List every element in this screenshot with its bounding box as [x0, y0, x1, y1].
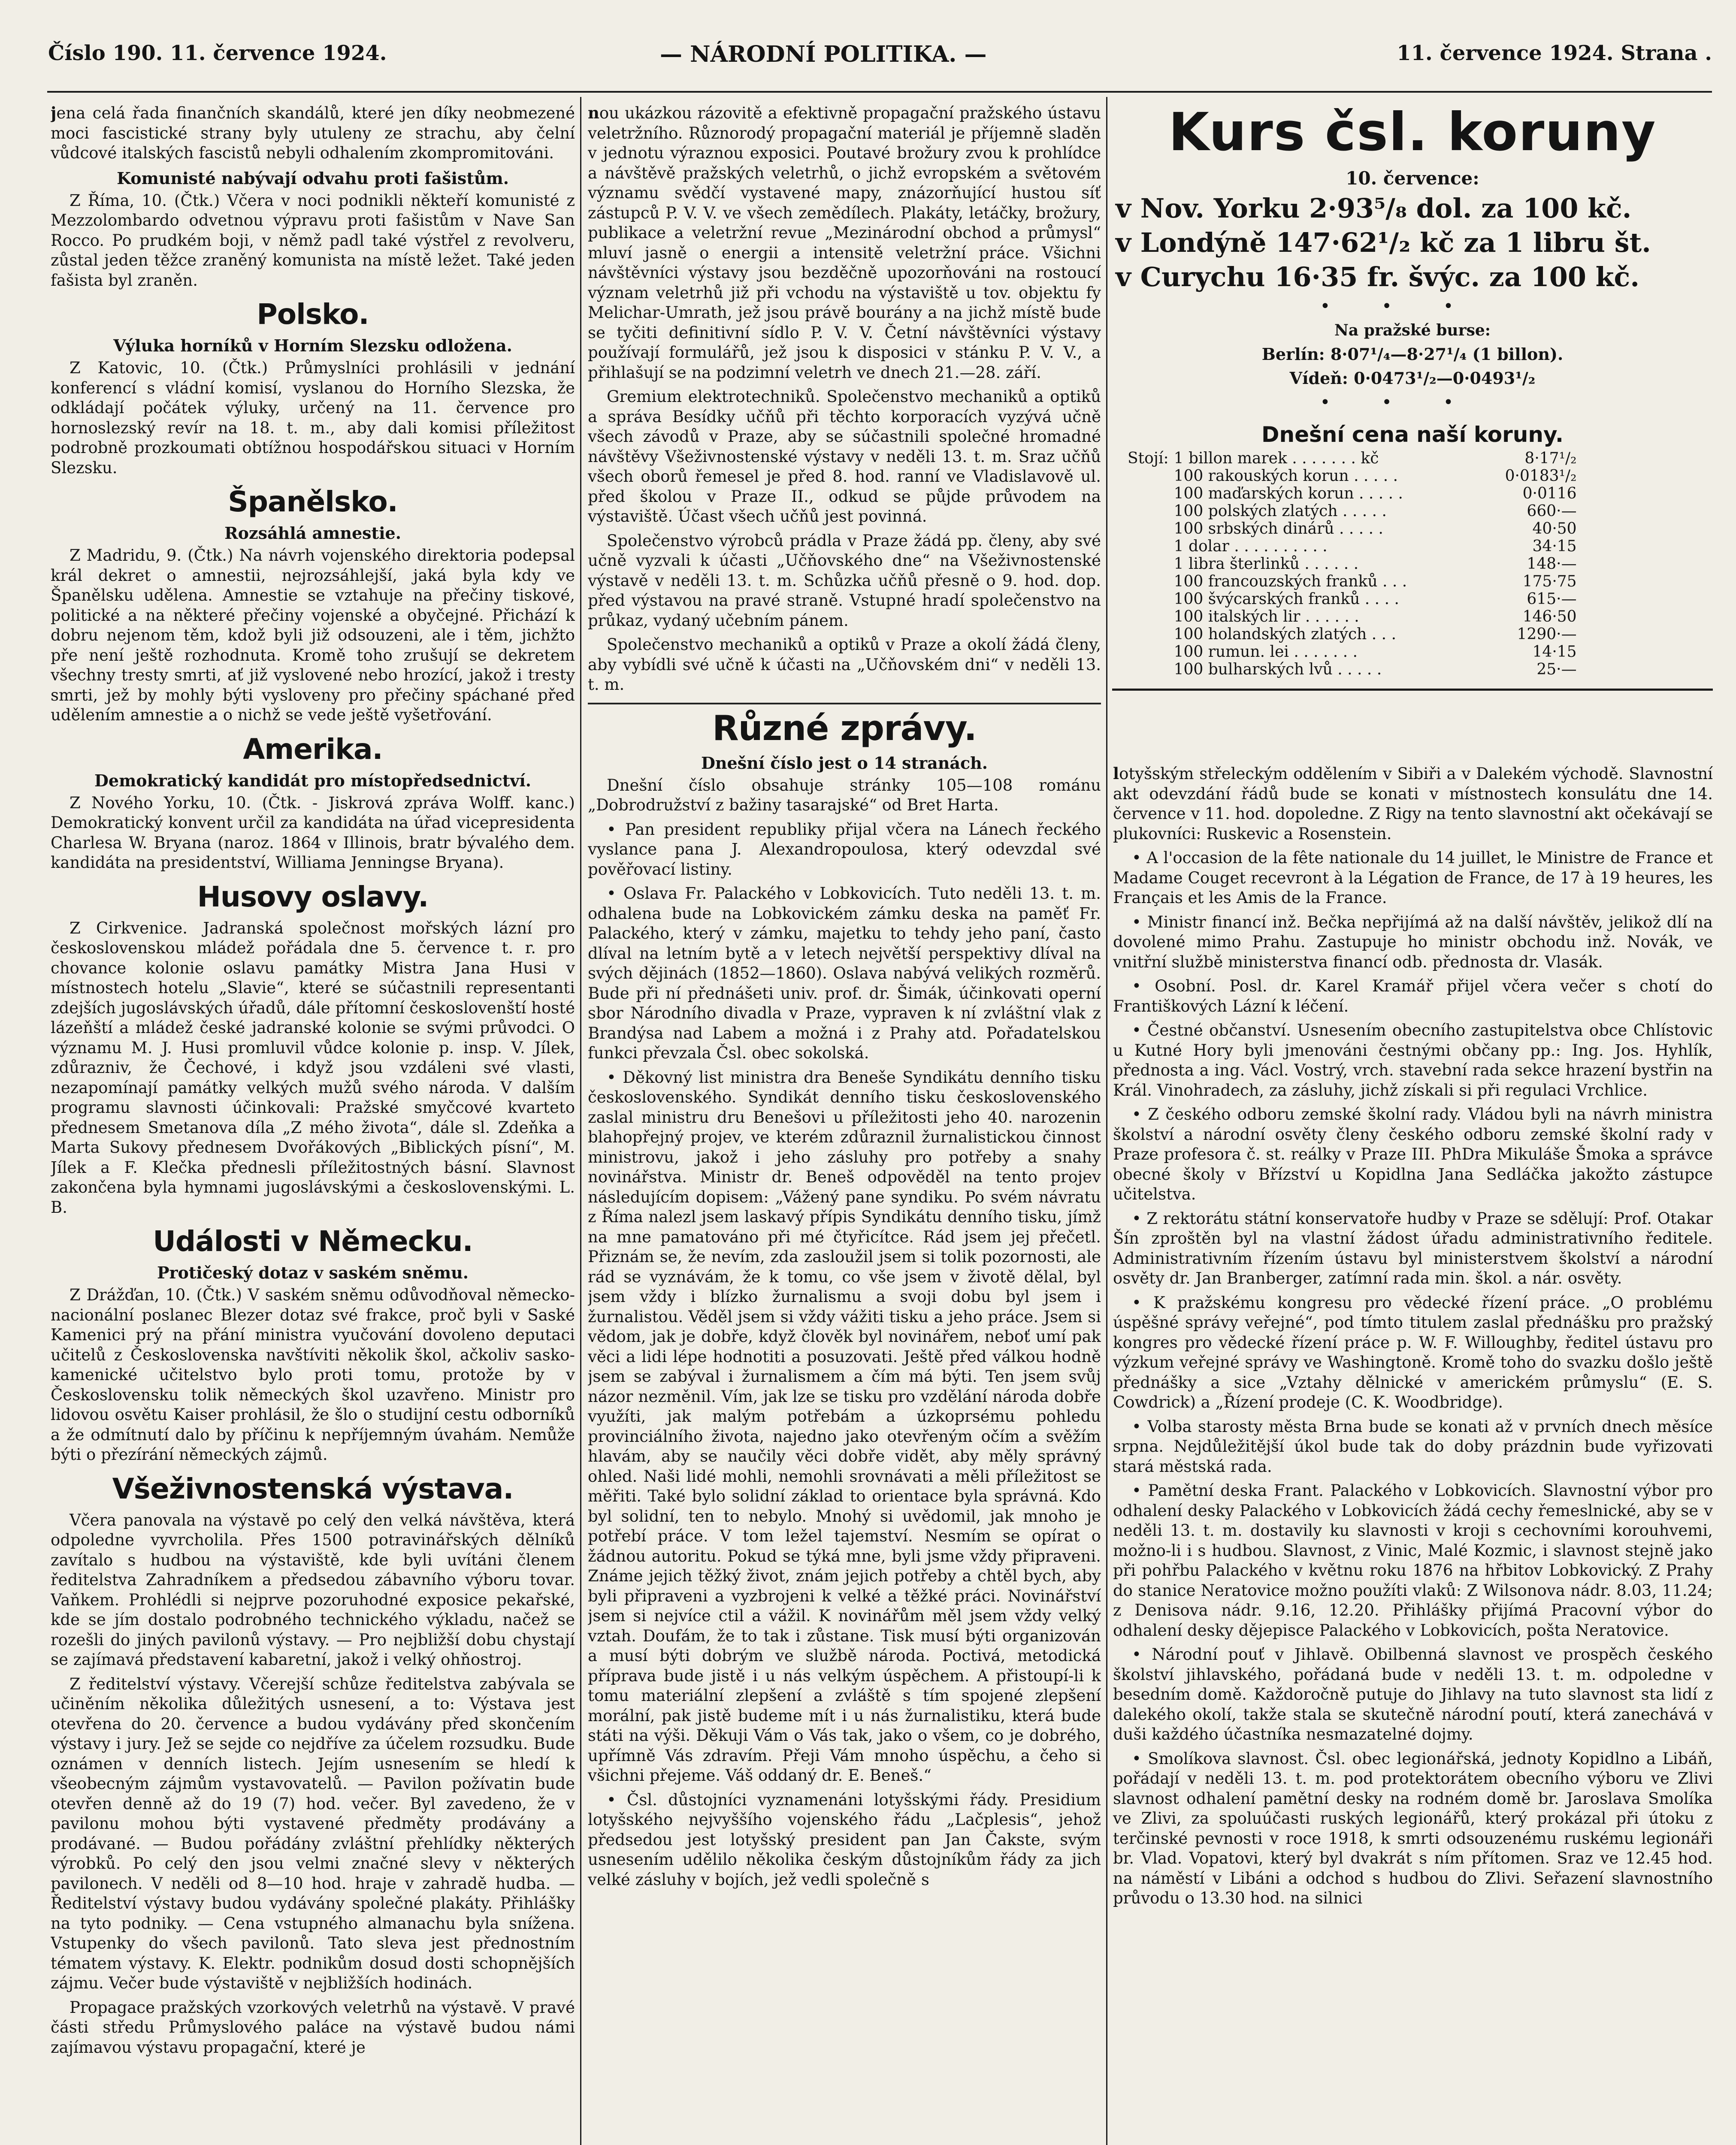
- rate-label: 100 maďarských korun . . . . .: [1173, 485, 1403, 502]
- article-paragraph: jena celá řada finančních skandálů, které jen díky neobmezené moci fascistické strany byly utuleny ze strachu, aby čelní vůdcové italských fascistů nebyli odhalením zkompromitováni.: [51, 103, 575, 162]
- column-2: [588, 103, 1101, 2145]
- rate-label: 100 srbských dinárů . . . . .: [1173, 520, 1383, 538]
- rate-label: 100 švýcarských franků . . . .: [1173, 590, 1399, 608]
- rate-value: 14·15: [1532, 643, 1577, 661]
- article-paragraph: Z Katovic, 10. (Čtk.) Průmyslníci prohlásili v jednání konferencí s vládní komisí, vyslanou do Horního Slezska, že odkládají počátek výluky, určený na 11. července pro hornoslezský revír na 18. t. m., aby dali komisi příležitost podrobně prozkoumati obtížnou hospodářskou situaci v Horním Slezsku.: [51, 359, 575, 477]
- rate-prefix: [1125, 538, 1171, 555]
- column-3: [1113, 764, 1713, 2145]
- article-paragraph: Dnešní číslo obsahuje stránky 105—108 románu „Dobrodružství z bažiny tasarajské“ od Bret Harta.: [588, 776, 1101, 814]
- article-paragraph: • Čsl. důstojníci vyznamenáni lotyšskými řády. Presidium lotyšského nejvyššího vojenského řádu „Lačplesis“, jehož předsedou jest lotyšský president pan Jan Čakste, svým usnesením udělilo několika českým důstojníkům řády za jich velké zásluhy v bojích, jež vedli společně s: [588, 1790, 1101, 1889]
- rate-prefix: [1125, 485, 1171, 502]
- rate-value: 25·—: [1536, 661, 1577, 678]
- rate-prefix: [1125, 590, 1171, 608]
- section-heading: Španělsko.: [228, 485, 398, 518]
- rate-prefix: [1125, 661, 1171, 678]
- rate-row: [1125, 485, 1579, 502]
- section-heading: Dnešní číslo jest o 14 stranách.: [701, 753, 988, 773]
- header-masthead: — NÁRODNÍ POLITIKA. —: [660, 41, 987, 67]
- currency-title: Kurs čsl. koruny: [1168, 102, 1657, 163]
- article-paragraph: Z Říma, 10. (Čtk.) Včera v noci podnikli někteří komunisté z Mezzolombardo odvetnou výpravu proti fašistům v Nave San Rocco. Po prudkém boji, v němž padl také výstřel z revolveru, zůstal jeden těžce zraněný komunista na místě ležet. Také jeden fašista byl zraněn.: [51, 191, 575, 290]
- section-heading: Amerika.: [243, 732, 383, 766]
- article-paragraph: Gremium elektrotechniků. Společenstvo mechaniků a optiků a správa Besídky učňů při těchto korporacích vyzývá učně všech závodů v Praze, aby se súčastnili společné hromadné návštěvy Všeživnostenské výstavy v neděli 13. t. m. Sraz učňů všech oborů řemesel je před 8. hod. ranní ve Vladislavově ul. před školou v Praze II., odkud se půjde průvodem na výstaviště. Účast všech učňů jest povinná.: [588, 387, 1101, 526]
- article-paragraph: • Pamětní deska Frant. Palackého v Lobkovicích. Slavnostní výbor pro odhalení desky Palackého v Lobkovicích žádá cechy řemeslnické, aby se v neděli 13. t. m. dostavily ku slavnosti v kroji s cechovními korouhvemi, možno-li i s hudbou. Slavnost, z Vinic, Malé Kozmic, i slavnost stejně jako při pohřbu Palackého v květnu roku 1876 na hřbitov Lobkovický. Z Prahy do stanice Neratovice možno použíti vlaků: Z Wilsonova nádr. 8.03, 11.24; z Denisova nádr. 9.16, 12.20. Přihlášky přijímá Pracovní výbor do odhalení desky dějepisce Palackého v Lobkovicích, pošta Neratovice.: [1113, 1481, 1713, 1640]
- column-rule-2: [1106, 97, 1107, 2145]
- rate-row: [1125, 573, 1579, 590]
- section-heading: Události v Německu.: [153, 1225, 473, 1258]
- article-paragraph: • A l'occasion de la fête nationale du 14 juillet, le Ministre de France et Madame Couget recevront à la Légation de France, de 17 à 19 heures, les Français et les Amis de la France.: [1113, 849, 1713, 907]
- rate-value: 0·0116: [1522, 485, 1577, 502]
- separator-dots-2: •••: [1320, 393, 1505, 412]
- rate-label: 100 francouzských franků . . .: [1173, 573, 1407, 590]
- rate-row: [1125, 661, 1579, 678]
- rates-table: [1125, 450, 1579, 678]
- article-paragraph: • Děkovný list ministra dra Beneše Syndikátu denního tisku československého. Syndikát denního tisku československého zaslal ministru dru Benešovi u příležitosti jeho 40. narozenin blahopřejný projev, ve kterém zdůraznil žurnalistickou činnost ministrovu, jakož i jeho zásluhy pro potřeby a snahy novinářstva. Ministr dr. Beneš odpověděl na tento projev následujícím dopisem: „Vážený pane syndiku. Po svém návratu z Říma nalezl jsem laskavý přípis Syndikátu denního tisku, jímž na mne pamatováno při mé čtyřicítce. Rád jsem jej přečetl. Přiznám se, že nevím, zda zasloužil jsem si tolik pozornosti, ale rád se vyznávám, že k tomu, co vše jsem v životě dělal, byl jsem vždy i blízko žurnalismu a svoji dobu byl jsem i žurnalistou. Věděl jsem si vždy vážiti tisku a jeho práce. Jsem si vědom, jak je dobře, když člověk byl novinářem, neboť umí pak věci a lidi lépe hodnotiti a posuzovati. Ještě před válkou hodně jsem se zabýval i žurnalismem a čím má býti. Ten jsem svůj názor nezměnil. Vím, jak lze se tisku pro vzdělání národa dobře využíti, jak malým potřebám a úzkoprsému pohledu provinciálního života, najedno jako otevřeným očím a svěžím hlavám, aby se naučily věci dobře vidět, aby měly správný ohled. Naši lidé mohli, nemohli srovnávati a měli příležitost se měřiti. Také bylo solidní základ to orientace byla správná. Kdo byl solidní, ten to nebylo. Mnohý si uvědomil, jak mnoho je potřebí práce. V tom ležel tajemství. Nesmím se opírat o žádnou autoritu. Pokud se týká mne, byli jsme vždy připraveni. Známe jejich těžký život, znám jejich potřeby a chtěl bych, aby byli připraveni a vyzbrojeni k velké a těžké práci. Novinářství jsem si nejvíce ctil a vážil. K novinářům měl jsem vždy velký vztah. Doufám, že to tak i zůstane. Tisk musí býti organizován a musí býti dobrým ve službě národa. Poctivá, metodická příprava bude jistě i u nás velkým úspěchem. A přistoupí-li k tomu materiální zlepšení a zvláště s tím spojené zlepšení morální, pak jistě budeme mít i u nás žurnalistiku, která bude státi na výši. Děkuji Vám o Vás tak, jako o všem, co je dobrého, upřímně Vás zdravím. Přeji Vám mnoho úspěchu, a čeho si všichni přejeme. Váš oddaný dr. E. Beneš.“: [588, 1068, 1101, 1785]
- rate-prefix: [1125, 643, 1171, 661]
- section-heading: Všeživnostenská výstava.: [112, 1472, 514, 1505]
- rate-label: 100 polských zlatých . . . . .: [1173, 502, 1387, 520]
- rate-row: [1125, 625, 1579, 643]
- rate-label: 100 holandských zlatých . . .: [1173, 625, 1397, 643]
- rate-value: 34·15: [1532, 538, 1577, 555]
- header-issue: Číslo 190. 11. července 1924.: [48, 41, 387, 65]
- column-1: [51, 103, 575, 2145]
- rate-value: 40·50: [1532, 520, 1577, 538]
- rate-value: 148·—: [1527, 555, 1577, 573]
- article-paragraph: Z Nového Yorku, 10. (Čtk. - Jiskrová zpráva Wolff. kanc.) Demokratický konvent určil za kandidáta na úřad vicepresidenta Charlesa W. Bryana (naroz. 1864 v Illinois, bratr bývalého dem. kandidáta na presidentství, Williama Jenningse Bryana).: [51, 793, 575, 872]
- rate-value: 1290·—: [1517, 625, 1577, 643]
- article-paragraph: Společenstvo mechaniků a optiků v Praze a okolí žádá členy, aby vybídli své učně k účasti na „Učňovském dni“ v neděli 13. t. m.: [588, 635, 1101, 694]
- rate-prefix: [1125, 573, 1171, 590]
- rate-row: [1125, 502, 1579, 520]
- article-paragraph: Z Madridu, 9. (Čtk.) Na návrh vojenského direktoria podepsal král dekret o amnestii, nejrozsáhlejší, jaká byla kdy ve Španělsku udělena. Amnestie se vztahuje na přečiny tiskové, politické a na některé přečiny vojenské a obyčejné. Přichází k dobru nejenom těm, kdož byli již odsouzeni, ale i těm, jichžto pře není ještě rozhodnuta. Kromě toho zrušují se dekretem všechny tresty smrti, ať již vyslovené nebo hrozící, jakož i tresty smrti, jež by mohly býti vysloveny pro přečiny spáchané před udělením amnestie a o nichž se vede ještě vyšetřování.: [51, 546, 575, 724]
- rate-row: [1125, 520, 1579, 538]
- article-paragraph: • Z rektorátu státní konservatoře hudby v Praze se sdělují: Prof. Otakar Šín zproštěn byl na vlastní žádost úřadu administrativního ředitele. Administrativním řízením ústavu byl ministerstvem školství a národní osvěty dr. Jan Branberger, zatímní rada min. škol. a nár. osvěty.: [1113, 1209, 1713, 1287]
- section-heading: Rozsáhlá amnestie.: [224, 523, 401, 543]
- rate-label: 100 rakouských korun . . . . .: [1173, 467, 1398, 485]
- rate-value: 660·—: [1527, 502, 1577, 520]
- rate-row: [1125, 643, 1579, 661]
- article-paragraph: Propagace pražských vzorkových veletrhů na výstavě. V pravé části středu Průmyslového paláce na výstavě budou námi zajímavou výstavu propagační, které je: [51, 1998, 575, 2057]
- rate-value: 0·0183¹/₂: [1505, 467, 1577, 485]
- currency-box: [1112, 102, 1713, 691]
- rate-new-york: v Nov. Yorku 2·93⁵/₈ dol. za 100 kč.: [1116, 193, 1632, 224]
- rate-row: [1125, 590, 1579, 608]
- rate-value: 8·17¹/₂: [1524, 450, 1577, 467]
- rate-prefix: [1125, 608, 1171, 625]
- article-paragraph: Z Drážďan, 10. (Čtk.) V saském sněmu odůvodňoval německo-nacionální poslanec Blezer dotaz své frakce, proč byli v Saské Kamenici prý na přání ministra vyučování dovoleno deputaci učitelů z Československa navštíviti několik škol, ačkoliv sasko-kamenické učitelstvo bylo proti tomu, protože by v Československu tolik německých škol uzavřeno. Ministr pro lidovou osvětu Kaiser prohlásil, že šlo o studijní cestu odborníků a že odmítnutí dalo by příčinu k nepříjemným úvahám. Nemůže býti o přezírání německých zájmů.: [51, 1286, 575, 1464]
- rate-row: [1125, 467, 1579, 485]
- rate-label: 1 dolar . . . . . . . . . .: [1173, 538, 1328, 555]
- rate-prefix: [1125, 555, 1171, 573]
- section-heading: Husovy oslavy.: [197, 880, 429, 913]
- article-paragraph: • Osobní. Posl. dr. Karel Kramář přijel včera večer s chotí do Františkových Lázní k léčení.: [1113, 977, 1713, 1015]
- article-paragraph: • Volba starosty města Brna bude se konati až v prvních dnech měsíce srpna. Nejdůležitější úkol bude tak do doby prázdnin bude vyřizovati stará městská rada.: [1113, 1417, 1713, 1476]
- rate-row: [1125, 608, 1579, 625]
- article-paragraph: • Čestné občanství. Usnesením obecního zastupitelstva obce Chlístovic u Kutné Hory byli jmenováni čestnými občany pp.: Ing. Jos. Hyhlík, přednosta a ing. Václ. Vostrý, vrch. stavební rada sekce hrazení bystřin na Král. Vinohradech, za zásluhy, jichž získali si při regulaci Vrchlice.: [1113, 1021, 1713, 1100]
- column-rule-1: [580, 97, 581, 2145]
- rate-label: 100 italských lir . . . . . .: [1173, 608, 1359, 625]
- section-heading: Protičeský dotaz v saském sněmu.: [157, 1263, 469, 1282]
- section-heading: Komunisté nabývají odvahu proti fašistům.: [117, 168, 509, 188]
- article-paragraph: • Pan president republiky přijal včera na Lánech řeckého vyslance pana J. Alexandropoulosa, který odevzdal své pověřovací listiny.: [588, 820, 1101, 879]
- rate-label: 1 billon marek . . . . . . . kč: [1173, 450, 1379, 467]
- rate-row: [1125, 450, 1579, 467]
- rate-vienna: Vídeň: 0·0473¹/₂—0·0493¹/₂: [1289, 369, 1536, 388]
- rate-label: 1 libra šterlinků . . . . . .: [1173, 555, 1359, 573]
- rate-prefix: [1125, 520, 1171, 538]
- article-paragraph: • K pražskému kongresu pro vědecké řízení práce. „O problému úspěšné správy veřejné“, pod tímto titulem zaslal přednášku pro pražský kongres pro vědecké řízení práce p. W. F. Willoughby, ředitel ústavu pro výzkum veřejné správy ve Washingtoně. Kromě toho do svazku došlo ještě přednášky a sice „Vztahy dělnické v americkém průmyslu“ (E. S. Cowdrick) a „Řízení prodeje (C. K. Woodbridge).: [1113, 1293, 1713, 1411]
- rate-london: v Londýně 147·62¹/₂ kč za 1 libru št.: [1116, 227, 1651, 258]
- header-rule: [47, 91, 1712, 93]
- article-paragraph: • Z českého odboru zemské školní rady. Vládou byli na návrh ministra školství a národní osvěty členy českého odboru zemské školní rady v Praze profesora č. st. reálky v Praze III. PhDra Mikuláše Šmoka a správce obecné školy v Břízství u Kopidlna Jana Sedláčka jakožto zástupce učitelstva.: [1113, 1105, 1713, 1203]
- section-heading: Výluka horníků v Horním Slezsku odložena.: [113, 336, 512, 355]
- article-paragraph: • Oslava Fr. Palackého v Lobkovicích. Tuto neděli 13. t. m. odhalena bude na Lobkovickém zámku deska na paměť Fr. Palackého, který v zámku, majetku to tehdy jeho paní, často dlíval na letním bytě a v letech největší perspektivy dlíval na svých dějinách (1852—1860). Oslava nabývá velikých rozměrů. Bude při ní přednášeti univ. prof. dr. Šimák, účinkovati operní sbor Národního divadla v Praze, vypraven k ní zvláštní vlak z Brandýsa nad Labem a možná i z Prahy atd. Pořadatelskou funkci převzala Čsl. obec sokolská.: [588, 884, 1101, 1062]
- article-paragraph: Včera panovala na výstavě po celý den velká návštěva, která odpoledne vyvrcholila. Přes 1500 potravinářských dělníků zavítalo s hudbou na výstaviště, kde byli uvítáni členem ředitelstva Zahradníkem a předsedou zábavního výboru tovar. Vaňkem. Prohlédli si nejprve pozoruhodné exposice pekařské, kde se jím dostalo podrobného technického výkladu, načež se rozešli do jiných pavilonů výstavy. — Pro nejbližší dobu chystají se zajímavá představení kabaretní, jakož i velký ohňostroj.: [51, 1511, 575, 1669]
- rate-row: [1125, 538, 1579, 555]
- rate-label: 100 rumun. lei . . . . . . .: [1173, 643, 1358, 661]
- rate-value: 175·75: [1522, 573, 1577, 590]
- article-paragraph: nou ukázkou rázovitě a efektivně propagační pražského ústavu veletržního. Různorodý propagační materiál je příjemně sladěn v jednotu výraznou exposici. Poutavé brožury zvou k prohlídce a návštěvě pražských veletrhů, o jichž evropském a světovém významu svědčí vystavené mapy, znázorňující hustou síť zástupců P. V. V. ve všech zemědílech. Plakáty, letáčky, brožury, publikace a veletržní revue „Mezinárodní obchod a průmysl“ mluví jasně o energii a intensitě veletržní práce. Všichni návštěvníci výstavy jsou bezděčně upozorňováni na rostoucí význam veletrhů již při vchodu na výstaviště u tov. objektu fy Melichar-Umrath, jež jsou právě bourány a na jichž místě bude se tyčiti definitivní sídlo P. V. V. Četní návštěvníci výstavy používají formulářů, jež jsou k disposici v stánku P. V. V., a přihlašují se na podzimní veletrh ve dnech 21.—28. září.: [588, 103, 1101, 382]
- article-paragraph: • Smolíkova slavnost. Čsl. obec legionářská, jednoty Kopidlno a Libáň, pořádají v neděli 13. t. m. pod protektorátem obecního výboru ve Zlivi slavnost odhalení pamětní desky na rodném domě br. Jaroslava Smolíka ve Zlivi, za spoluúčasti ruských legionářů, který prokázal při útoku z terčinské pevnosti v roce 1918, k smrti odsouzenému ruskému legionáři br. Vlad. Vopatovi, který byl dvakrát s ním přítomen. Sraz ve 12.45 hod. na náměstí v Libáni a odchod s hudbou do Zlivi. Seřazení slavnostního průvodu o 13.30 hod. na silnici: [1113, 1749, 1713, 1907]
- rate-value: 615·—: [1527, 590, 1577, 608]
- article-paragraph: Z Cirkvenice. Jadranská společnost mořských lázní pro československou mládež pořádala dne 5. července t. r. pro chovance kolonie oslavu památky Mistra Jana Husi v místnostech hotelu „Slavie“, které se súčastnili representanti zdejších jugoslávských úřadů, dále přítomní českoslovenští hosté lázeňští a mládež české jadranské kolonie se svými průvodci. O významu M. J. Husi promluvil vůdce kolonie p. insp. V. Jílek, zdůrazniv, že Čechové, i když jsou vzdáleni své vlasti, nezapomínají památky velkých mužů svého národa. V dalším programu slavnosti účinkovali: Pražské smyčcové kvarteto přednesem Smetanova díla „Z mého života“, dále sl. Zdeňka a Marta Sukovy přednesem Dvořákových „Biblických písní“, M. Jílek a F. Klečka přednesli příležitostných básní. Slavnost zakončena byla hymnami jugoslávskými a československými. L. B.: [51, 918, 575, 1217]
- section-heading: Různé zprávy.: [588, 703, 1101, 748]
- rate-label: 100 bulharských lvů . . . . .: [1173, 661, 1382, 678]
- separator-dots: •••: [1320, 296, 1505, 316]
- header-date-page: 11. července 1924. Strana .: [1397, 41, 1712, 65]
- daily-price-title: Dnešní cena naší koruny.: [1261, 422, 1564, 447]
- rate-prefix: [1125, 467, 1171, 485]
- burse-title: Na pražské burse:: [1334, 321, 1491, 339]
- article-paragraph: • Národní pouť v Jihlavě. Obilbenná slavnost ve prospěch českého školství jihlavského, pořádaná bude v neděli 13. t. m. odpoledne v besedním domě. Každoročně putuje do Jihlavy na tuto slavnost sta lidí z dalekého okolí, takže stala se skutečně národní poutí, která zanechává v duši každého účastníka nesmazatelné dojmy.: [1113, 1645, 1713, 1743]
- rate-row: [1125, 555, 1579, 573]
- section-heading: Demokratický kandidát pro místopředsednictví.: [94, 770, 532, 790]
- article-paragraph: lotyšským střeleckým oddělením v Sibiři a v Dalekém východě. Slavnostní akt odevzdání řádů bude se konati v místnostech konsulátu dne 14. července v 11. hod. dopoledne. Z Rigy na tento slavnostní akt očekávají se plukovníci: Ruskevic a Rosenstein.: [1113, 764, 1713, 843]
- rate-zurich: v Curychu 16·35 fr. švýc. za 100 kč.: [1116, 261, 1639, 293]
- rate-berlin: Berlín: 8·07¹/₄—8·27¹/₄ (1 billon).: [1261, 344, 1564, 364]
- rate-value: 146·50: [1522, 608, 1577, 625]
- rate-prefix: Stojí:: [1128, 450, 1169, 467]
- article-paragraph: Z ředitelství výstavy. Včerejší schůze ředitelstva zabývala se učiněním několika důležitých usnesení, a to: Výstava jest otevřena do 20. července a budou vydávány před skončením výstavy i jury. Jež se sejde co nejdříve za účelem rozsudku. Bude oznámen v denních listech. Jejím usnesením se hledí k všeobecným zájmům vystavovatelů. — Pavilon požívatin bude otevřen denně až do 19 (7) hod. večer. Byl zavedeno, že v pavilonu mohou býti vystavené předměty prodávány a prodávané. — Budou pořádány zvláštní přehlídky některých výrobků. Po celý den jsou velmi značné slevy v některých pavilonech. V neděli od 8—10 hod. hraje v zahradě hudba. — Ředitelství výstavy budou vydávány společné plakáty. Přihlášky na tyto podniky. — Cena vstupného almanachu byla snížena. Vstupenky do všech pavilonů. Tato sleva jest přednostním tématem výstavy. K. Elektr. podnikům dosud dosti schopnějších zájmu. Večer bude výstaviště v nejbližších hodinách.: [51, 1674, 575, 1992]
- article-paragraph: • Ministr financí inž. Bečka nepřijímá až na další návštěv, jelikož dlí na dovolené mimo Prahu. Zastupuje ho ministr obchodu inž. Novák, ve vnitřní službě ministerstva financí odb. přednosta dr. Vlasák.: [1113, 912, 1713, 971]
- currency-date: 10. července:: [1346, 168, 1479, 189]
- article-paragraph: Společenstvo výrobců prádla v Praze žádá pp. členy, aby své učně vyzvali k účasti „Učňovského dne“ na Všeživnostenské výstavě v neděli 13. t. m. Schůzka učňů přesně o 9. hod. dop. před výstavou na pravé straně. Vstupné hradí společenstvo na průkaz, vydaný učebním pánem.: [588, 531, 1101, 630]
- rate-prefix: [1125, 625, 1171, 643]
- rate-prefix: [1125, 502, 1171, 520]
- section-heading: Polsko.: [257, 298, 369, 331]
- currency-box-rule: [1112, 689, 1713, 691]
